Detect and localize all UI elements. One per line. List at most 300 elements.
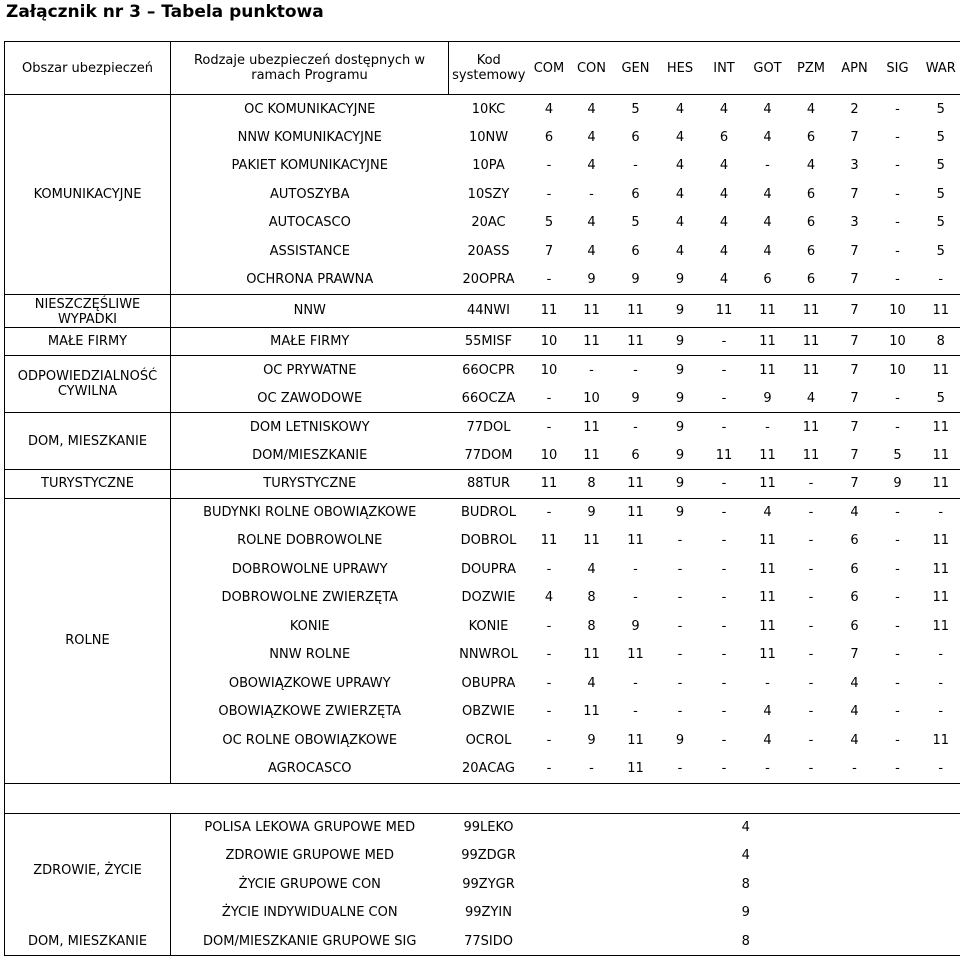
system-code: 10KC [449, 95, 529, 124]
points-cell: - [833, 755, 877, 784]
points-cell: - [721, 647, 727, 663]
points-cell: - [765, 675, 770, 691]
points-cell: 5 [614, 95, 658, 124]
points-cell: 4 [675, 158, 685, 174]
points-cell: - [677, 647, 683, 663]
table-row [5, 294, 960, 327]
points-cell: 8 [529, 870, 960, 899]
points-cell: 11 [790, 327, 833, 356]
points-cell: 6 [631, 186, 640, 202]
system-code: 55MISF [449, 327, 529, 356]
points-cell: - [703, 413, 746, 442]
points-cell: - [570, 356, 614, 385]
points-cell: - [721, 561, 727, 577]
points-cell: 5 [919, 180, 960, 209]
points-cell: - [703, 755, 746, 784]
points-cell: 4 [675, 215, 685, 231]
points-cell: - [614, 356, 658, 385]
system-code: DOUPRA [461, 561, 516, 577]
system-code: DOBROL [460, 533, 517, 549]
points-cell: - [546, 732, 552, 748]
points-cell: 6 [544, 129, 554, 145]
points-cell: 4 [719, 186, 729, 202]
points-cell: - [895, 533, 900, 549]
points-cell: - [721, 732, 727, 748]
points-cell: 8 [529, 927, 960, 956]
points-cell: 4 [544, 590, 554, 606]
points-cell: 8 [570, 470, 614, 499]
points-cell: - [808, 647, 814, 663]
points-cell: - [746, 413, 790, 442]
points-cell: 4 [719, 158, 729, 174]
points-cell: 7 [833, 384, 877, 413]
points-cell: 11 [583, 533, 600, 549]
insurance-type: PAKIET KOMUNIKACYJNE [231, 158, 388, 174]
points-cell: - [808, 675, 814, 691]
points-cell: - [808, 618, 814, 634]
header-insurer: CON [570, 42, 614, 95]
points-cell: 11 [759, 561, 776, 577]
points-cell: 4 [746, 498, 790, 527]
insurance-type: AUTOCASCO [268, 215, 351, 231]
points-cell: - [703, 384, 746, 413]
points-cell: - [919, 669, 960, 698]
points-cell: 9 [570, 266, 614, 295]
points-cell: 11 [614, 498, 658, 527]
points-cell: - [808, 533, 814, 549]
points-cell: 4 [763, 732, 772, 748]
points-cell: 9 [658, 498, 703, 527]
points-cell: 4 [763, 243, 772, 259]
points-cell: - [546, 618, 552, 634]
points-cell: 11 [790, 356, 833, 385]
insurance-type: OCHRONA PRAWNA [171, 266, 449, 295]
points-cell: 11 [627, 533, 644, 549]
points-cell: - [546, 158, 552, 174]
system-code: BUDROL [449, 498, 529, 527]
points-cell: 5 [877, 441, 919, 470]
points-cell: - [808, 561, 814, 577]
insurance-type: BUDYNKI ROLNE OBOWIĄZKOWE [171, 498, 449, 527]
table-row [5, 356, 960, 385]
points-cell: 4 [790, 95, 833, 124]
points-cell: 11 [746, 441, 790, 470]
system-code: 10NW [468, 129, 509, 145]
points-cell: 11 [614, 755, 658, 784]
points-cell: 11 [759, 618, 776, 634]
points-cell: 9 [675, 732, 685, 748]
points-cell: 11 [759, 647, 776, 663]
points-cell: - [895, 129, 900, 145]
points-cell: 9 [746, 384, 790, 413]
points-cell: - [877, 95, 919, 124]
points-cell: 11 [570, 327, 614, 356]
points-cell: 7 [850, 647, 859, 663]
points-cell: 6 [850, 618, 859, 634]
points-cell: - [546, 675, 552, 691]
points-cell: 11 [790, 441, 833, 470]
insurance-type: NNW ROLNE [269, 647, 351, 663]
points-cell: 11 [570, 441, 614, 470]
points-cell: 5 [919, 123, 960, 152]
table-row [5, 470, 960, 499]
points-cell: 4 [587, 215, 596, 231]
points-cell: 11 [790, 294, 833, 327]
area-label: DOM, MIESZKANIE [5, 413, 171, 470]
points-cell: 10 [877, 294, 919, 327]
points-cell: 11 [919, 356, 960, 385]
points-cell: - [677, 675, 683, 691]
table-body [5, 95, 960, 956]
points-cell: 9 [658, 384, 703, 413]
points-cell: 7 [833, 266, 877, 295]
points-cell: 7 [850, 243, 859, 259]
insurance-type: OC ROLNE OBOWIĄZKOWE [222, 732, 398, 748]
system-code: 77DOM [449, 441, 529, 470]
system-code: 20ACAG [449, 755, 529, 784]
points-cell: 8 [587, 618, 596, 634]
points-cell: 5 [919, 237, 960, 266]
group-policy-row [5, 927, 960, 956]
points-cell: 4 [570, 95, 614, 124]
points-cell: 11 [919, 612, 960, 641]
header-insurer: PZM [790, 42, 833, 95]
system-code: 88TUR [449, 470, 529, 499]
points-cell: - [589, 186, 594, 202]
points-cell: 11 [759, 533, 776, 549]
points-cell: 10 [529, 327, 570, 356]
points-cell: 5 [544, 215, 554, 231]
insurance-type: DOM/MIESZKANIE [171, 441, 449, 470]
points-cell: - [614, 413, 658, 442]
points-cell: 7 [833, 441, 877, 470]
points-cell: 5 [919, 384, 960, 413]
page-title: Załącznik nr 3 – Tabela punktowa [6, 2, 324, 22]
insurance-type: ŻYCIE GRUPOWE CON [238, 876, 381, 892]
points-cell: - [877, 266, 919, 295]
header-insurer: APN [833, 42, 877, 95]
header-types: Rodzaje ubezpieczeń dostępnych w ramach Programu [171, 42, 449, 95]
points-cell: - [895, 215, 900, 231]
points-cell: 11 [746, 327, 790, 356]
points-cell: 6 [850, 590, 859, 606]
points-cell: - [895, 243, 900, 259]
insurance-type: OBOWIĄZKOWE ZWIERZĘTA [218, 704, 402, 720]
points-cell: 4 [675, 129, 685, 145]
points-cell: - [721, 590, 727, 606]
insurance-type: DOBROWOLNE ZWIERZĘTA [221, 590, 399, 606]
points-table [4, 41, 960, 956]
points-cell: - [808, 590, 814, 606]
points-cell: 5 [919, 209, 960, 238]
points-cell: 6 [719, 129, 729, 145]
points-cell: - [677, 533, 683, 549]
system-code: 77SIDO [449, 927, 529, 956]
points-cell: 4 [587, 129, 596, 145]
points-cell: 9 [631, 618, 640, 634]
points-cell: 7 [833, 413, 877, 442]
points-cell: 11 [919, 726, 960, 755]
points-cell: 6 [850, 533, 859, 549]
insurance-type: TURYSTYCZNE [171, 470, 449, 499]
points-cell: 4 [833, 498, 877, 527]
header-area: Obszar ubezpieczeń [5, 42, 171, 95]
points-cell: - [677, 561, 683, 577]
points-cell: 11 [919, 527, 960, 556]
insurance-type: KONIE [289, 618, 330, 634]
points-cell: - [895, 675, 900, 691]
points-cell: - [895, 618, 900, 634]
points-cell: 11 [614, 327, 658, 356]
points-cell: - [546, 704, 552, 720]
points-cell: 4 [763, 186, 772, 202]
area-label: TURYSTYCZNE [5, 470, 171, 499]
points-cell: 6 [614, 441, 658, 470]
points-cell: 11 [919, 470, 960, 499]
points-cell: - [790, 498, 833, 527]
points-cell: - [765, 158, 770, 174]
points-cell: - [529, 266, 570, 295]
points-cell: 4 [529, 95, 570, 124]
header-insurer: COM [529, 42, 570, 95]
points-cell: 11 [529, 470, 570, 499]
points-cell: 5 [919, 95, 960, 124]
points-cell: 8 [919, 327, 960, 356]
points-cell: 4 [675, 186, 685, 202]
points-cell: 11 [627, 647, 644, 663]
table-row [5, 327, 960, 356]
points-cell: - [919, 755, 960, 784]
insurance-type: ZDROWIE GRUPOWE MED [225, 848, 395, 864]
points-cell: 6 [790, 266, 833, 295]
points-cell: 4 [850, 732, 859, 748]
system-code: 10PA [472, 158, 505, 174]
points-cell: 6 [806, 243, 816, 259]
points-cell: 11 [570, 294, 614, 327]
points-cell: 11 [614, 470, 658, 499]
points-cell: 11 [746, 294, 790, 327]
points-cell: - [546, 186, 552, 202]
system-code: 99ZYGR [462, 876, 515, 892]
header-code: Kod systemowy [449, 42, 529, 95]
points-cell: - [808, 704, 814, 720]
points-cell: 8 [587, 590, 596, 606]
area-label: NIESZCZĘŚLIWE WYPADKI [5, 294, 171, 327]
points-cell: 4 [587, 675, 596, 691]
points-cell: 4 [850, 675, 859, 691]
points-cell: 6 [746, 266, 790, 295]
points-cell: - [633, 590, 638, 606]
system-code: 20ASS [467, 243, 510, 259]
table-row [5, 498, 960, 527]
group-policy-row [5, 813, 960, 842]
points-cell: 4 [763, 129, 772, 145]
area-label: KOMUNIKACYJNE [5, 95, 171, 295]
system-code: 99ZDGR [461, 848, 516, 864]
header-insurer: GEN [614, 42, 658, 95]
system-code: OBUPRA [461, 675, 516, 691]
system-code: 20AC [471, 215, 506, 231]
points-cell: - [895, 647, 900, 663]
points-cell: - [721, 618, 727, 634]
points-cell: - [721, 533, 727, 549]
points-cell: - [919, 698, 960, 727]
points-cell: 6 [631, 129, 640, 145]
area-label: MAŁE FIRMY [5, 327, 171, 356]
points-cell: - [808, 732, 814, 748]
points-cell: 7 [850, 129, 859, 145]
insurance-type: NNW KOMUNIKACYJNE [237, 129, 382, 145]
system-code: OBZWIE [462, 704, 515, 720]
system-code: 99LEKO [449, 813, 529, 842]
points-cell: 7 [833, 356, 877, 385]
points-cell: 6 [850, 561, 859, 577]
insurance-type: ŻYCIE INDYWIDUALNE CON [221, 905, 398, 921]
insurance-type: ASSISTANCE [269, 243, 350, 259]
area-label: ODPOWIEDZIALNOŚĆ CYWILNA [5, 356, 171, 413]
points-cell: 5 [919, 152, 960, 181]
points-cell: - [746, 755, 790, 784]
insurance-type: NNW [171, 294, 449, 327]
points-cell: 4 [719, 215, 729, 231]
points-cell: - [633, 704, 638, 720]
points-cell: 11 [614, 294, 658, 327]
points-cell: 4 [703, 95, 746, 124]
points-cell: 11 [583, 704, 600, 720]
points-cell: 10 [877, 327, 919, 356]
points-cell: 4 [763, 215, 772, 231]
header-insurer: GOT [746, 42, 790, 95]
points-cell: 4 [529, 842, 960, 871]
points-cell: 4 [806, 158, 816, 174]
points-cell: 11 [746, 356, 790, 385]
insurance-type: DOBROWOLNE UPRAWY [231, 561, 388, 577]
points-cell: 11 [540, 533, 558, 549]
system-code: 77DOL [449, 413, 529, 442]
points-cell: - [895, 590, 900, 606]
system-code: 44NWI [449, 294, 529, 327]
spacer-row [5, 783, 960, 813]
points-cell: - [721, 675, 727, 691]
points-cell: - [677, 618, 683, 634]
points-cell: 6 [631, 243, 640, 259]
system-code: 66OCPR [449, 356, 529, 385]
points-cell: - [877, 498, 919, 527]
system-code: 20OPRA [449, 266, 529, 295]
points-cell: 9 [658, 266, 703, 295]
system-code: 66OCZA [449, 384, 529, 413]
points-cell: 4 [658, 95, 703, 124]
points-cell: 9 [658, 470, 703, 499]
points-cell: 9 [614, 384, 658, 413]
points-cell: - [895, 186, 900, 202]
points-cell: - [546, 561, 552, 577]
points-cell: 9 [658, 413, 703, 442]
points-cell: - [895, 158, 900, 174]
points-cell: 9 [529, 899, 960, 928]
points-cell: 4 [790, 384, 833, 413]
area-label: ROLNE [5, 498, 171, 783]
points-cell: 4 [850, 704, 859, 720]
points-cell: 6 [806, 186, 816, 202]
points-cell: - [633, 675, 638, 691]
points-cell: 10 [877, 356, 919, 385]
points-cell: - [546, 647, 552, 663]
points-cell: 6 [806, 129, 816, 145]
points-cell: - [529, 498, 570, 527]
header-insurer: HES [658, 42, 703, 95]
points-cell: 9 [658, 356, 703, 385]
points-cell: 11 [627, 732, 644, 748]
points-cell: - [877, 384, 919, 413]
points-cell: 4 [529, 813, 960, 842]
system-code: NNWROL [459, 647, 518, 663]
points-cell: 4 [587, 243, 596, 259]
points-cell: - [919, 266, 960, 295]
points-cell: - [721, 704, 727, 720]
points-cell: - [633, 158, 638, 174]
spacer-cell [5, 783, 960, 813]
area-label: DOM, MIESZKANIE [5, 927, 171, 956]
points-cell: 10 [529, 441, 570, 470]
points-cell: 11 [570, 413, 614, 442]
insurance-type: AUTOSZYBA [270, 186, 350, 202]
points-cell: - [790, 470, 833, 499]
points-cell: 9 [658, 294, 703, 327]
points-cell: - [790, 755, 833, 784]
points-cell: 4 [703, 266, 746, 295]
points-cell: 4 [587, 158, 596, 174]
table-row [5, 95, 960, 124]
points-cell: 2 [833, 95, 877, 124]
points-cell: - [895, 732, 900, 748]
points-cell: - [677, 590, 683, 606]
points-cell: - [529, 413, 570, 442]
points-cell: - [877, 755, 919, 784]
points-cell: 11 [919, 294, 960, 327]
points-cell: 4 [746, 95, 790, 124]
points-cell: 10 [570, 384, 614, 413]
insurance-type: OBOWIĄZKOWE UPRAWY [228, 675, 391, 691]
points-cell: 7 [850, 186, 859, 202]
points-cell: 11 [746, 470, 790, 499]
points-cell: 9 [658, 441, 703, 470]
system-code: DOZWIE [461, 590, 516, 606]
points-cell: 9 [877, 470, 919, 499]
system-code: OCROL [465, 732, 512, 748]
points-cell: - [703, 327, 746, 356]
points-cell: 11 [583, 647, 600, 663]
points-cell: 9 [570, 498, 614, 527]
points-cell: - [529, 384, 570, 413]
points-cell: - [529, 755, 570, 784]
points-cell: - [919, 498, 960, 527]
points-cell: 9 [614, 266, 658, 295]
points-cell: 11 [790, 413, 833, 442]
points-cell: - [703, 470, 746, 499]
points-cell: - [703, 498, 746, 527]
points-cell: 3 [850, 158, 859, 174]
points-cell: 7 [833, 327, 877, 356]
header-insurer: WAR [919, 42, 960, 95]
points-cell: 10 [529, 356, 570, 385]
points-cell: - [877, 413, 919, 442]
points-cell: 4 [719, 243, 729, 259]
points-cell: 7 [544, 243, 554, 259]
header-insurer: SIG [877, 42, 919, 95]
points-cell: - [570, 755, 614, 784]
points-cell: 11 [529, 294, 570, 327]
